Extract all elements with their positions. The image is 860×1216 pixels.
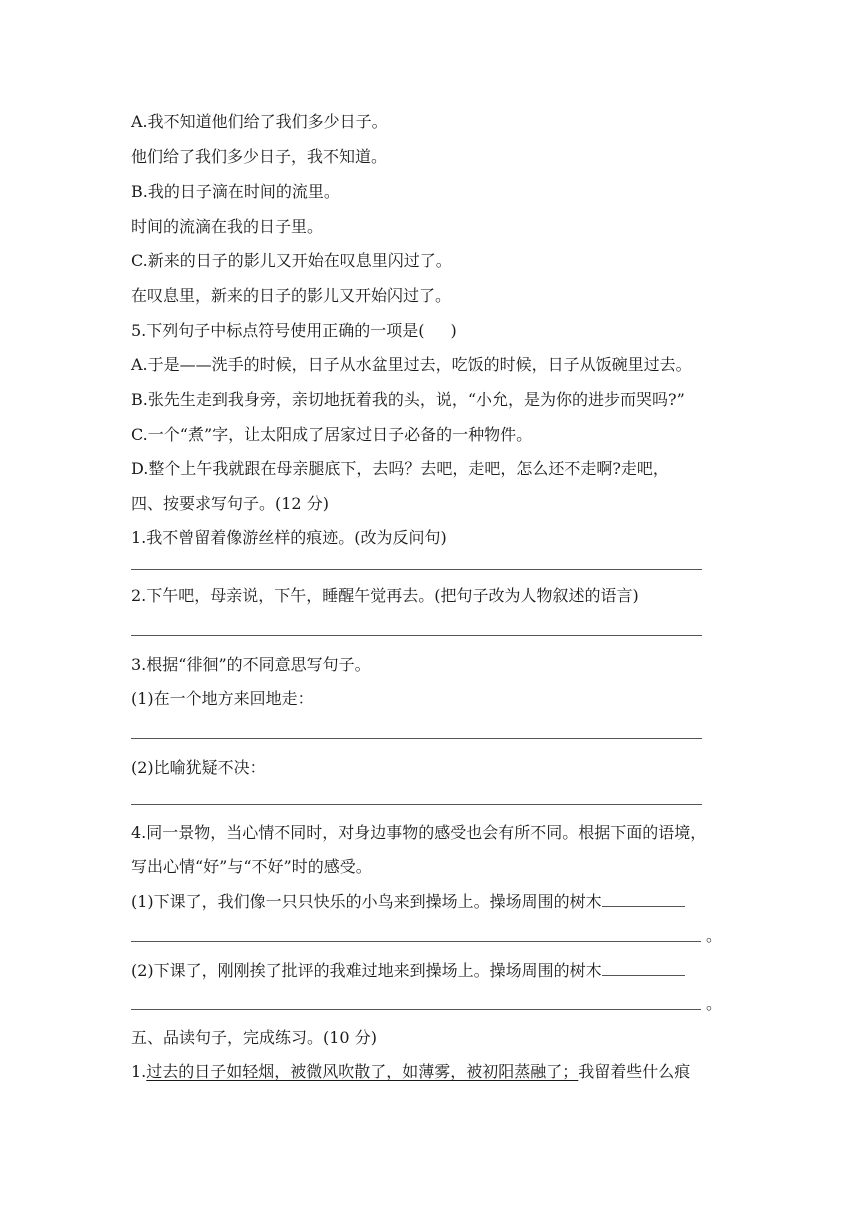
question-5-stem-close: ) <box>450 321 457 340</box>
period-q4-2: 。 <box>706 994 723 1013</box>
section-4-question-2: 2.下午吧，母亲说，下午，睡醒午觉再去。(把句子改为人物叙述的语言) <box>131 586 639 605</box>
section-4-question-4-2 <box>131 961 685 981</box>
option-a-rewritten: 他们给了我们多少日子，我不知道。 <box>131 147 388 166</box>
section-5-question-1 <box>131 1062 690 1082</box>
option-b-original: B.我的日子滴在时间的流里。 <box>131 182 340 201</box>
section-4-question-3: 3.根据“徘徊”的不同意思写句子。 <box>131 655 371 674</box>
option-b-rewritten: 时间的流滴在我的日子里。 <box>131 217 324 236</box>
option-c-original: C.新来的日子的影儿又开始在叹息里闪过了。 <box>131 251 452 270</box>
answer-line-q4-2[interactable] <box>131 1009 701 1010</box>
section-4-question-4-1 <box>131 892 685 912</box>
answer-line-q1[interactable] <box>131 569 702 570</box>
section-4-heading: 四、按要求写句子。(12 分) <box>131 494 329 513</box>
question-1-prefix: 1. <box>131 1062 147 1081</box>
section-4-question-3-1: (1)在一个地方来回地走： <box>131 689 314 708</box>
question-4-1-text: (1)下课了，我们像一只只快乐的小鸟来到操场上。操场周围的树木 <box>131 892 602 911</box>
question-5-stem <box>131 321 457 341</box>
answer-blank-q4-1[interactable] <box>602 906 685 907</box>
question-5-stem-text: 5.下列句子中标点符号使用正确的一项是( <box>131 321 425 340</box>
question-5-option-d: D.整个上午我就跟在母亲腿底下，去吗？去吧，走吧，怎么还不走啊?走吧， <box>131 459 669 478</box>
question-5-option-c: C.一个“煮”字，让太阳成了居家过日子必备的一种物件。 <box>131 425 533 444</box>
question-4-2-text: (2)下课了，刚刚挨了批评的我难过地来到操场上。操场周围的树木 <box>131 961 602 980</box>
question-1-rest: 我留着些什么痕 <box>578 1062 691 1081</box>
section-4-question-1: 1.我不曾留着像游丝样的痕迹。(改为反问句) <box>131 528 447 547</box>
answer-line-q4-1[interactable] <box>131 941 701 942</box>
period-q4-1: 。 <box>706 926 723 945</box>
answer-line-q3-1[interactable] <box>131 738 702 739</box>
question-5-option-a: A.于是——洗手的时候，日子从水盆里过去，吃饭的时候，日子从饭碗里过去。 <box>131 355 692 374</box>
section-5-heading: 五、品读句子，完成练习。(10 分) <box>131 1028 377 1047</box>
option-c-rewritten: 在叹息里，新来的日子的影儿又开始闪过了。 <box>131 286 452 305</box>
section-4-question-4-line-2: 写出心情“好”与“不好”时的感受。 <box>131 857 372 876</box>
question-5-option-b: B.张先生走到我身旁，亲切地抚着我的头，说，“小允，是为你的进步而哭吗?” <box>131 390 685 409</box>
answer-line-q3-2[interactable] <box>131 804 702 805</box>
section-4-question-4-line-1: 4.同一景物，当心情不同时，对身边事物的感受也会有所不同。根据下面的语境， <box>131 823 707 842</box>
answer-line-q2[interactable] <box>131 635 702 636</box>
underlined-sentence: 过去的日子如轻烟，被微风吹散了，如薄雾，被初阳蒸融了； <box>146 1062 579 1081</box>
answer-blank-q4-2[interactable] <box>602 975 685 976</box>
option-a-original: A.我不知道他们给了我们多少日子。 <box>131 112 388 131</box>
section-4-question-3-2: (2)比喻犹疑不决： <box>131 758 266 777</box>
